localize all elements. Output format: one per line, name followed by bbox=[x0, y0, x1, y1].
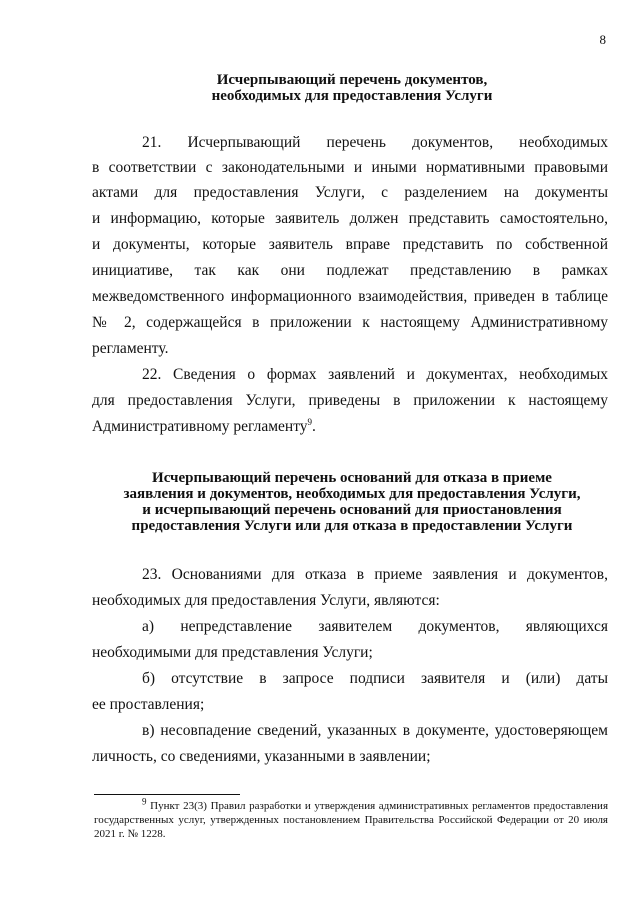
heading-line: и исчерпывающий перечень оснований для приостановления bbox=[142, 502, 562, 518]
paragraph-23-line: 23. Основаниями для отказа в приеме заявления и документов, bbox=[142, 566, 608, 583]
paragraph-22-line: 22. Сведения о формах заявлений и документах, необходимых bbox=[142, 366, 608, 383]
list-item-v-line: в) несовпадение сведений, указанных в документе, удостоверяющем bbox=[142, 722, 608, 739]
list-item-a-line: а) непредставление заявителем документов, являющихся bbox=[142, 618, 608, 635]
paragraph-21-line: межведомственного информационного взаимодействия, приведен в таблице bbox=[92, 288, 608, 305]
footnote-line: 2021 г. № 1228. bbox=[94, 828, 166, 840]
section-heading-refusal-grounds bbox=[92, 470, 612, 534]
section-heading-documents bbox=[92, 72, 612, 104]
paragraph-21-line: 21. Исчерпывающий перечень документов, необходимых bbox=[142, 134, 608, 151]
paragraph-22-line bbox=[92, 418, 608, 436]
paragraph-21-line: и информацию, которые заявитель должен представить самостоятельно, bbox=[92, 210, 608, 227]
list-item-a-line: необходимыми для представления Услуги; bbox=[92, 644, 373, 661]
paragraph-21-line: актами для предоставления Услуги, с разделением на документы bbox=[92, 184, 608, 201]
list-item-b-line: ее проставления; bbox=[92, 696, 205, 713]
paragraph-21-line: инициативе, так как они подлежат представлению в рамках bbox=[92, 262, 608, 279]
footnote-line bbox=[142, 796, 609, 813]
footnote-divider bbox=[94, 794, 240, 795]
list-item-b-line: б) отсутствие в запросе подписи заявителя и (или) даты bbox=[142, 670, 608, 687]
footnote-mark: 9 bbox=[142, 796, 147, 807]
footnote-reference: 9 bbox=[307, 416, 313, 427]
paragraph-21-line: регламенту. bbox=[92, 340, 169, 357]
footnote-text: Пункт 23(3) Правил разработки и утверждения административных регламентов предоставления bbox=[150, 800, 609, 812]
period: . bbox=[312, 418, 316, 435]
list-item-v-line: личность, со сведениями, указанными в заявлении; bbox=[92, 748, 431, 765]
heading-line: предоставления Услуги или для отказа в предоставлении Услуги bbox=[131, 518, 573, 534]
paragraph-21-line: и документы, которые заявитель вправе представить по собственной bbox=[92, 236, 608, 253]
paragraph-21-line: № 2, содержащейся в приложении к настоящему Административному bbox=[92, 314, 608, 331]
paragraph-23-line: необходимых для предоставления Услуги, являются: bbox=[92, 592, 440, 609]
paragraph-22-line: для предоставления Услуги, приведены в приложении к настоящему bbox=[92, 392, 608, 409]
heading-line: необходимых для предоставления Услуги bbox=[211, 88, 493, 104]
heading-line: заявления и документов, необходимых для предоставления Услуги, bbox=[123, 486, 581, 502]
heading-line: Исчерпывающий перечень оснований для отказа в приеме bbox=[152, 470, 552, 486]
footnote-line: государственных услуг, утвержденных постановлением Правительства Российской Федерации от 20 июля bbox=[94, 814, 608, 826]
heading-line: Исчерпывающий перечень документов, bbox=[216, 72, 488, 88]
paragraph-21-line: в соответствии с законодательными и иными нормативными правовыми bbox=[92, 159, 608, 176]
page-number: 8 bbox=[599, 32, 606, 47]
paragraph-22-text: Административному регламенту bbox=[92, 418, 308, 435]
